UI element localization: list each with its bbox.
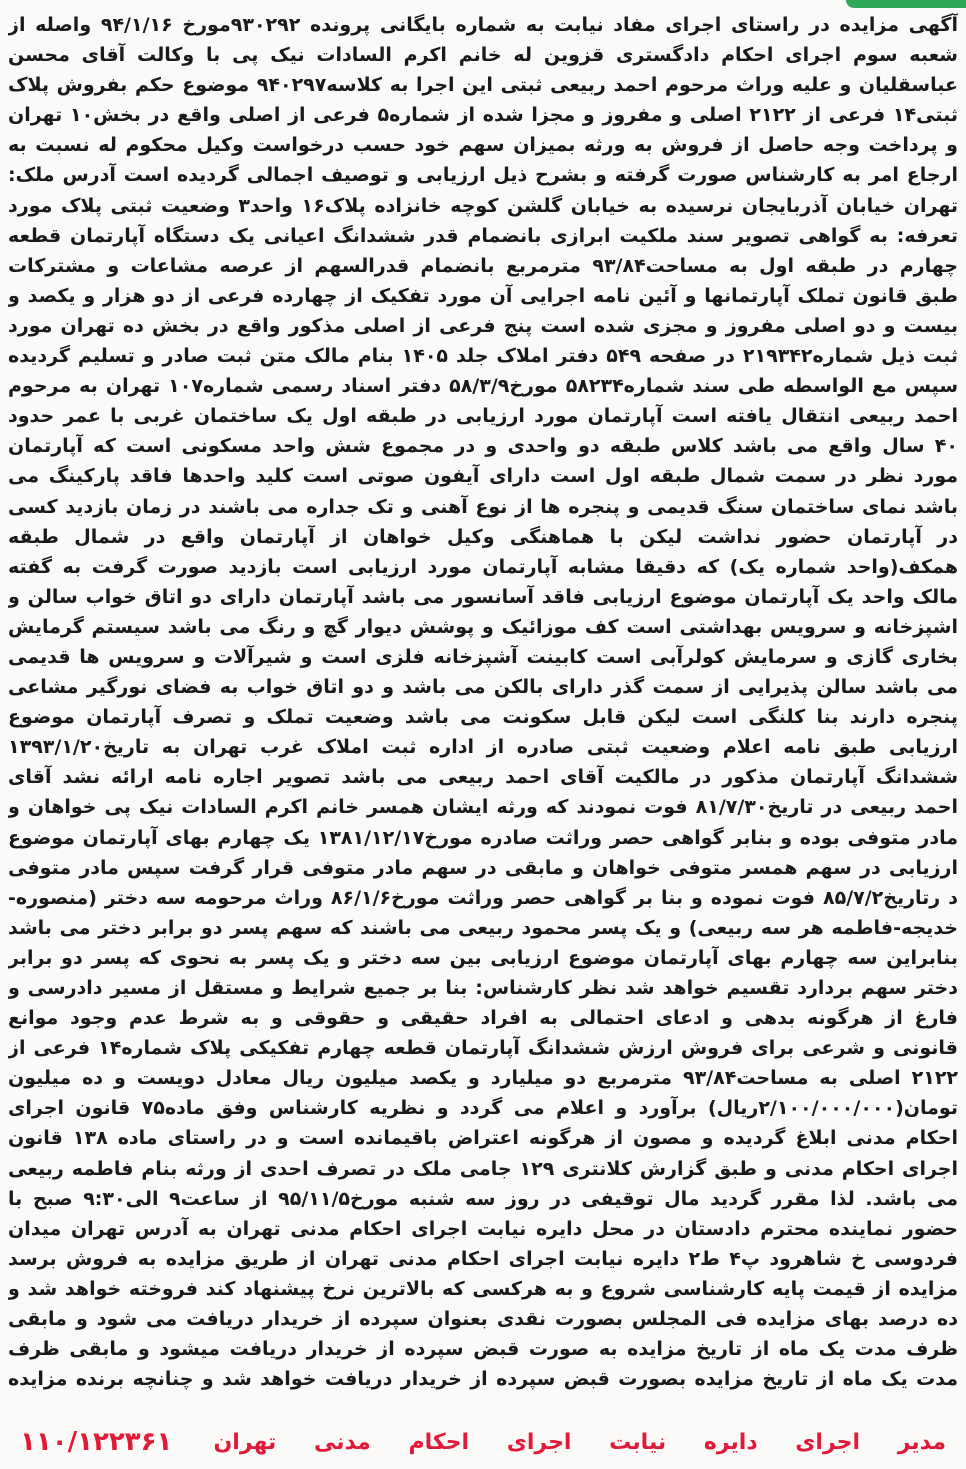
auction-notice-text: آگهی مزایده در راستای اجرای مفاد نیابت به شماره بایگانی پرونده ۹۳۰۲۹۲مورخ ۹۴/۱/۱۶ واصله از شعبه سوم اجرای احکام دادگستری قزوین له خانم اکرم السادات نیک پی با وکالت آقای محسن عباسقلیان و علیه وراث مرحوم احمد ربیعی ثبتی این اجرا به کلاسه۹۴۰۲۹۷ موضوع حکم بفروش پلاک ثبتی۱۴ فرعی از ۲۱۲۲ اصلی و مفروز و مجزا شده از شماره۵ فرعی از اصلی واقع در بخش۱۰ تهران و پرداخت وجه حاصل از فروش به ورثه بمیزان سهم خود حسب درخواست وکیل محکوم له نسبت به ارجاع امر به کارشناس صورت گرفته و بشرح ذیل ارزیابی و توصیف اجمالی گردیده است آدرس ملک: تهران خیابان آذربایجان نرسیده به خیابان گلشن کوچه خانزاده پلاک۱۶ واحد۳ وضعیت ثبتی پلاک مورد تعرفه: به گواهی تصویر سند ملکیت ابرازی بانضمام قدر ششدانگ اعیانی یک دستگاه آپارتمان قطعه چهارم در طبقه اول به مساحت۹۳/۸۴ مترمربع بانضمام قدرالسهم از عرصه مشاعات و مشترکات طبق قانون تملک آپارتمانها و آئین نامه اجرایی آن مورد تفکیک از چهارده فرعی از دو هزار و یکصد و بیست و دو اصلی مفروز و مجزی شده است پنج فرعی از اصلی مذکور واقع در بخش ده تهران مورد ثبت ذیل شماره۲۱۹۳۴۲ در صفحه ۵۴۹ دفتر املاک جلد ۱۴۰۵ بنام مالک متن ثبت صادر و تسلیم گردیده سپس مع الواسطه طی سند شماره۵۸۲۳۴ مورخ۵۸/۳/۹ دفتر اسناد رسمی شماره۱۰۷ تهران به مرحوم احمد ربیعی انتقال یافته است آپارتمان مورد ارزیابی در طبقه اول یک ساختمان غربی با عمر حدود ۴۰ سال واقع می باشد کلاس طبقه دو واحدی و در مجموع شش واحد مسکونی است که آپارتمان مورد نظر در سمت شمال طبقه اول است دارای آیفون صوتی است کلید واحدها فاقد پارکینگ می باشد نمای ساختمان سنگ قدیمی و پنجره ها از نوع آهنی و تک جداره می باشند در زمان بازدید کسی در آپارتمان حضور نداشت لیکن با هماهنگی وکیل خواهان از آپارتمان واقع در شمال طبقه همکف(واحد شماره یک) که دقیقا مشابه آپارتمان مورد ارزیابی است بازدید صورت گرفت به گفته مالک واحد یک آپارتمان موضوع ارزیابی فاقد آسانسور می باشد آپارتمان دارای دو اتاق خواب سالن و اشپزخانه و سرویس بهداشتی است کف موزائیک و پوشش دیوار گچ و رنگ می باشد سیستم گرمایش بخاری گازی و سرمایش کولرآبی است کابینت آشپزخانه فلزی است و شیرآلات و سرویس ها قدیمی می باشد سالن پذیرایی از سمت گذر دارای بالکن می باشد و دو اتاق خواب به فضای نورگیر مشاعی پنجره دارند بنا کلنگی است لیکن قابل سکونت می باشد وضعیت تملک و تصرف آپارتمان موضوع ارزیابی طبق نامه اعلام وضعیت ثبتی صادره از اداره ثبت املاک غرب تهران به تاریخ۱۳۹۳/۱/۲۰ ششدانگ آپارتمان مذکور در مالکیت آقای احمد ربیعی می باشد تصویر اجاره نامه ارائه نشد آقای احمد ربیعی در تاریخ۸۱/۷/۳۰ فوت نمودند که ورثه ایشان همسر خانم اکرم السادات نیک پی خواهان و مادر متوفی بوده و بنابر گواهی حصر وراثت صادره مورخ۱۳۸۱/۱۲/۱۷ یک چهارم بهای آپارتمان موضوع ارزیابی در سهم همسر متوفی خواهان و مابقی در سهم مادر متوفی قرار گرفت سپس مادر متوفی د رتاریخ۸۵/۷/۲ فوت نموده و بنا بر گواهی حصر وراثت مورخ۸۶/۱/۶ وراث مرحومه سه دختر (منصوره-خدیجه-فاطمه هر سه ربیعی) و یک پسر محمود ربیعی می باشند که سهم پسر دو برابر دختر می باشد بنابراین سه چهارم بهای آپارتمان موضوع ارزیابی بین سه دختر و یک پسر به نحوی که پسر دو برابر دختر سهم بردارد تقسیم خواهد شد نظر کارشناس: بنا بر جمیع شرایط و مستقل از مسیر دادرسی و فارغ از هرگونه بدهی و ادعای احتمالی به افراد حقیقی و حقوقی و به شرط عدم وجود موانع قانونی و شرعی برای فروش ارزش ششدانگ آپارتمان قطعه چهارم تفکیکی پلاک شماره۱۴ فرعی از ۲۱۲۲ اصلی به مساحت۹۳/۸۴ مترمربع دو میلیارد و یکصد میلیون ریال معادل دویست و ده میلیون تومان(۲/۱۰۰/۰۰۰/۰۰۰ریال) برآورد و اعلام می گردد و نظریه کارشناس وفق ماده۷۵ قانون اجرای احکام مدنی ابلاغ گردیده و مصون از هرگونه اعتراض باقیمانده است و در راستای ماده ۱۳۸ قانون اجرای احکام مدنی و طبق گزارش کلانتری ۱۲۹ جامی ملک در تصرف احدی از ورثه بنام فاطمه ربیعی می باشد. لذا مقرر گردید مال توقیفی در روز سه شنبه مورخ۹۵/۱۱/۵ از ساعت۹ الی۹:۳۰ صبح با حضور نماینده محترم دادستان در محل دایره نیابت اجرای احکام مدنی تهران به آدرس تهران میدان فردوسی خ شاهرود پ۴ ط۲ دایره نیابت اجرای احکام مدنی تهران از طریق مزایده به فروش برسد مزایده از قیمت پایه کارشناسی شروع و به هرکسی که بالاترین نرخ پیشنهاد کند فروخته خواهد شد و ده درصد بهای مزایده فی المجلس بصورت نقدی بعنوان سپرده از خریدار دریافت می شود و مابقی ظرف مدت یک ماه از تاریخ مزایده به صورت قبض سپرده از خریدار دریافت میشود و مابقی ظرف مدت یک ماه از تاریخ مزایده بصورت قبض سپرده از خریدار دریافت خواهد شد و چنانچه برنده مزایده xyxy=(8,14,958,1391)
reference-code: ۱۱۰/۱۲۲۳۶۱ xyxy=(20,1427,173,1457)
notice-footer xyxy=(20,1425,946,1459)
signature-line: مدیر اجرای دایره نیابت اجرای احکام مدنی تهران xyxy=(213,1429,946,1455)
corner-tag xyxy=(846,0,966,8)
